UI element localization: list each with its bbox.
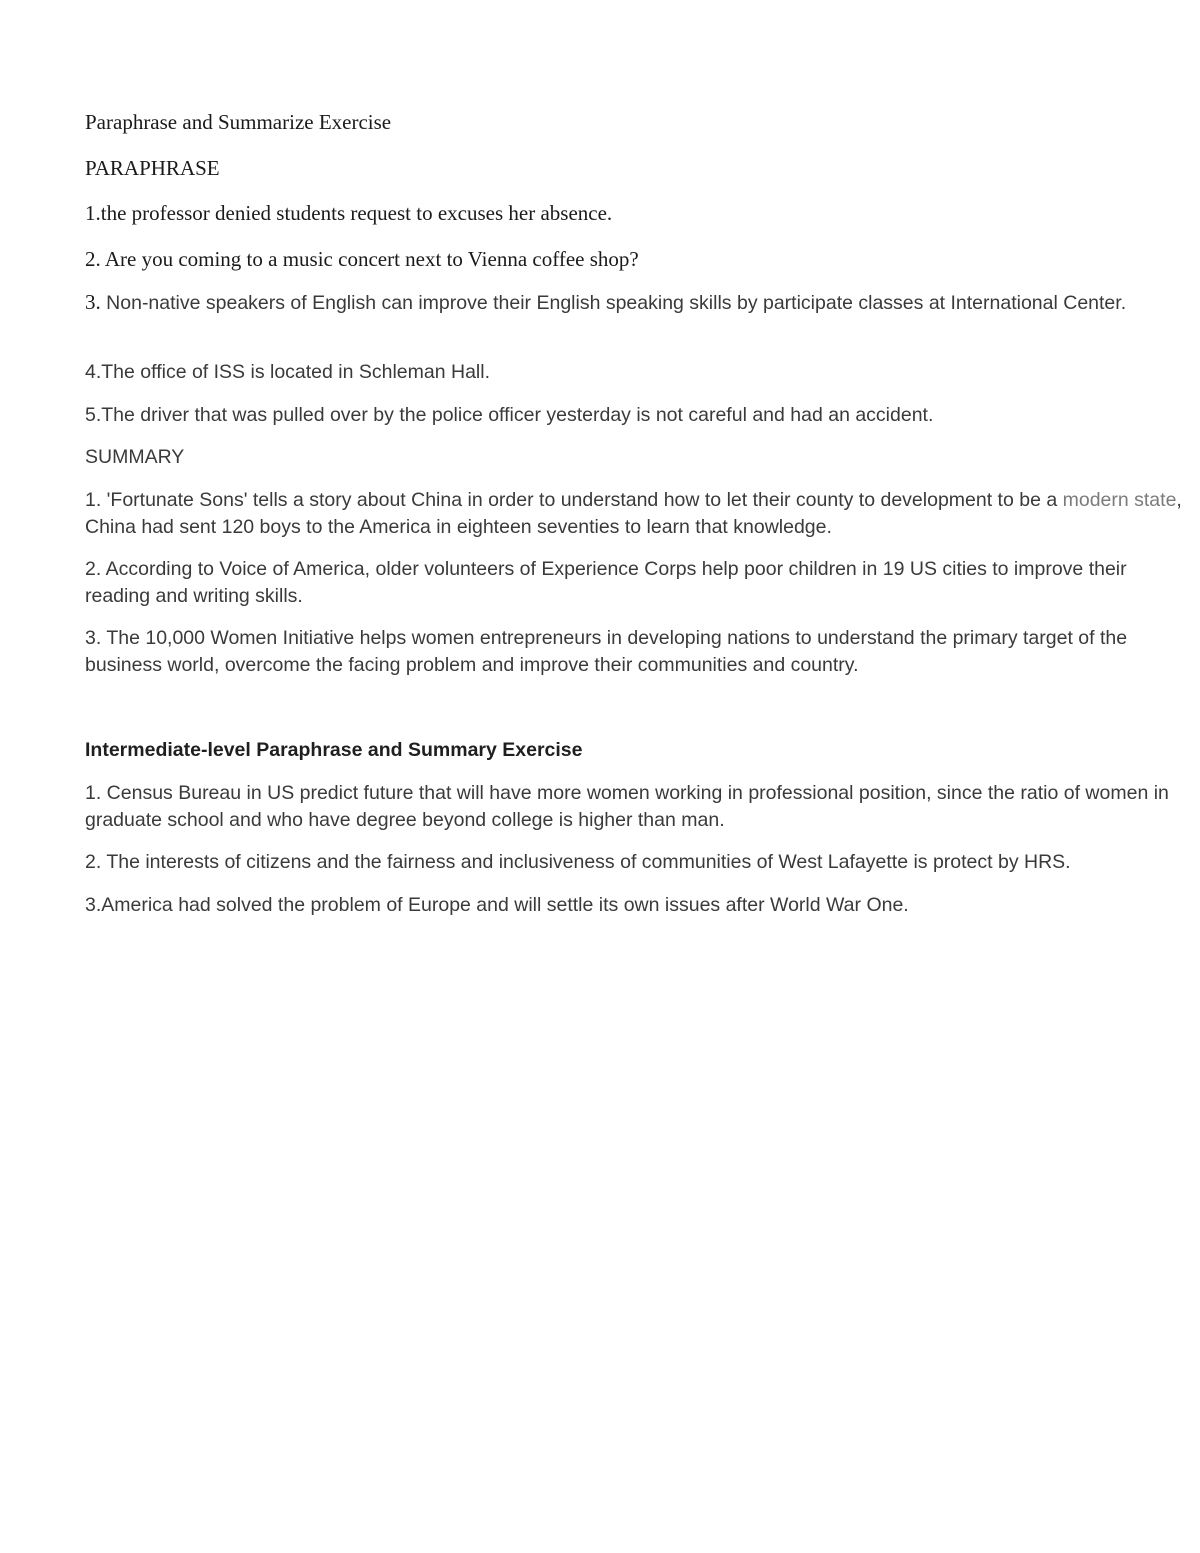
paraphrase-item-3-text: Non-native speakers of English can improve their English speaking skills by participate classes at International Center. — [100, 292, 1127, 314]
intermediate-item-3: 3.America had solved the problem of Europe and will settle its own issues after World War One. — [85, 894, 909, 916]
summary-item-3: 3. The 10,000 Women Initiative helps women entrepreneurs in developing nations to understand the primary target of the business world, overcome the facing problem and improve their communities and country. — [85, 627, 1128, 676]
summary-heading: SUMMARY — [85, 446, 185, 468]
document-title: Paraphrase and Summarize Exercise — [85, 110, 392, 134]
paraphrase-item-5: 5.The driver that was pulled over by the police officer yesterday is not careful and had an accident. — [85, 404, 934, 426]
paraphrase-item-3 — [85, 289, 1195, 317]
intermediate-heading: Intermediate-level Paraphrase and Summary Exercise — [85, 739, 583, 761]
paraphrase-item-3-number: 3. — [85, 290, 101, 314]
intermediate-item-1: 1. Census Bureau in US predict future that will have more women working in professional position, since the ratio of women in graduate school and who have degree beyond college is higher than man. — [85, 782, 1169, 831]
paraphrase-item-2: 2. Are you coming to a music concert next to Vienna coffee shop? — [85, 247, 639, 271]
paraphrase-item-1: 1.the professor denied students request to excuses her absence. — [85, 201, 613, 225]
summary-item-1-suffix: , China had sent 120 boys to the America in eighteen seventies to learn that knowledge. — [85, 489, 1182, 538]
summary-item-2: 2. According to Voice of America, older volunteers of Experience Corps help poor children in 19 US cities to improve their reading and writing skills. — [85, 558, 1127, 607]
summary-item-1 — [85, 487, 1195, 541]
intermediate-item-2: 2. The interests of citizens and the fairness and inclusiveness of communities of West Lafayette is protect by HRS. — [85, 851, 1071, 873]
summary-item-1-prefix: 1. 'Fortunate Sons' tells a story about China in order to understand how to let their county to development to be a — [85, 489, 1063, 511]
paraphrase-heading: PARAPHRASE — [85, 156, 220, 180]
paraphrase-item-4: 4.The office of ISS is located in Schleman Hall. — [85, 361, 491, 383]
summary-item-1-highlight: modern state — [1062, 489, 1177, 511]
